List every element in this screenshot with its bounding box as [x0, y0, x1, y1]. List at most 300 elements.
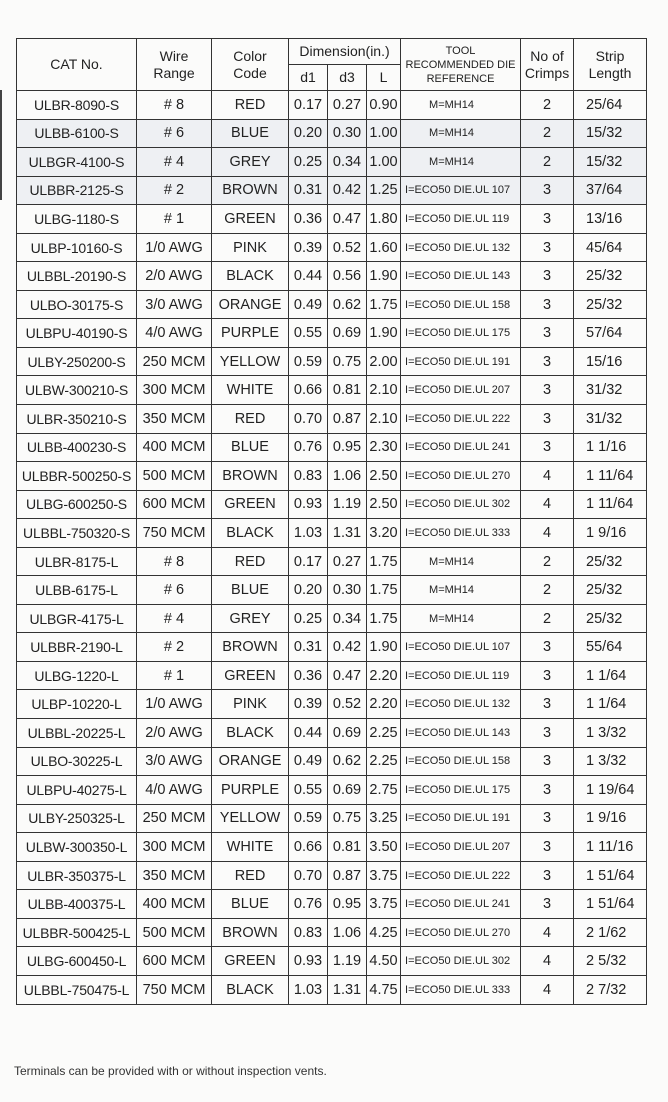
strip-length-cell: 1 19/64 [574, 776, 647, 805]
color-code-cell: BLACK [212, 719, 289, 748]
d3-cell: 1.19 [328, 947, 367, 976]
d1-cell: 0.70 [289, 405, 328, 434]
d1-cell: 0.83 [289, 918, 328, 947]
tool-cell: I=ECO50 DIE.UL 333 [401, 519, 521, 548]
d3-cell: 1.06 [328, 918, 367, 947]
wire-range-cell: 2/0 AWG [137, 719, 212, 748]
strip-length-cell: 1 51/64 [574, 890, 647, 919]
cat-no-cell: ULBBR-500425-L [17, 918, 137, 947]
d1-cell: 0.76 [289, 433, 328, 462]
cat-no-cell: ULBG-1180-S [17, 205, 137, 234]
length-cell: 3.75 [367, 861, 401, 890]
length-cell: 2.25 [367, 719, 401, 748]
length-cell: 2.10 [367, 405, 401, 434]
crimps-cell: 2 [521, 119, 574, 148]
color-code-cell: BROWN [212, 918, 289, 947]
color-code-cell: GREEN [212, 947, 289, 976]
d1-cell: 1.03 [289, 975, 328, 1004]
cat-no-cell: ULBPU-40190-S [17, 319, 137, 348]
length-cell: 2.25 [367, 747, 401, 776]
cat-no-cell: ULBR-8090-S [17, 91, 137, 120]
d3-cell: 0.42 [328, 633, 367, 662]
d1-cell: 0.17 [289, 91, 328, 120]
tool-cell: I=ECO50 DIE.UL 241 [401, 890, 521, 919]
length-cell: 0.90 [367, 91, 401, 120]
strip-length-cell: 25/64 [574, 91, 647, 120]
table-row [17, 890, 647, 919]
strip-length-cell: 15/32 [574, 119, 647, 148]
table-row [17, 947, 647, 976]
cat-no-cell: ULBW-300350-L [17, 833, 137, 862]
cat-no-cell: ULBO-30225-L [17, 747, 137, 776]
crimps-cell: 3 [521, 205, 574, 234]
tool-cell: I=ECO50 DIE.UL 175 [401, 319, 521, 348]
crimps-cell: 3 [521, 661, 574, 690]
cat-no-cell: ULBR-8175-L [17, 547, 137, 576]
d3-cell: 0.52 [328, 690, 367, 719]
cat-no-cell: ULBB-400230-S [17, 433, 137, 462]
crimps-cell: 3 [521, 433, 574, 462]
d3-cell: 0.95 [328, 890, 367, 919]
d1-cell: 0.93 [289, 947, 328, 976]
table-row [17, 490, 647, 519]
wire-range-cell: 750 MCM [137, 519, 212, 548]
length-cell: 1.90 [367, 262, 401, 291]
d3-cell: 0.75 [328, 347, 367, 376]
table-row [17, 347, 647, 376]
tool-cell: I=ECO50 DIE.UL 222 [401, 861, 521, 890]
d1-cell: 0.44 [289, 719, 328, 748]
d3-cell: 1.06 [328, 462, 367, 491]
cat-no-cell: ULBBR-500250-S [17, 462, 137, 491]
header-wire-range [137, 39, 212, 91]
strip-length-cell: 2 7/32 [574, 975, 647, 1004]
wire-range-cell: 750 MCM [137, 975, 212, 1004]
table-row [17, 405, 647, 434]
wire-range-cell: # 8 [137, 547, 212, 576]
d3-cell: 0.81 [328, 376, 367, 405]
color-code-cell: BROWN [212, 176, 289, 205]
cat-no-cell: ULBB-400375-L [17, 890, 137, 919]
d1-cell: 0.93 [289, 490, 328, 519]
crimps-cell: 3 [521, 290, 574, 319]
crimps-cell: 4 [521, 519, 574, 548]
table-row [17, 776, 647, 805]
d3-cell: 0.87 [328, 861, 367, 890]
crimps-cell: 3 [521, 890, 574, 919]
wire-range-cell: 250 MCM [137, 347, 212, 376]
strip-length-cell: 1 1/64 [574, 661, 647, 690]
d3-cell: 0.69 [328, 776, 367, 805]
cat-no-cell: ULBBL-750475-L [17, 975, 137, 1004]
d1-cell: 0.70 [289, 861, 328, 890]
wire-range-cell: # 1 [137, 661, 212, 690]
tool-cell: I=ECO50 DIE.UL 107 [401, 176, 521, 205]
d1-cell: 0.31 [289, 633, 328, 662]
crimps-cell: 3 [521, 405, 574, 434]
table-row [17, 262, 647, 291]
d1-cell: 0.55 [289, 319, 328, 348]
cat-no-cell: ULBO-30175-S [17, 290, 137, 319]
footer-note: Terminals can be provided with or without inspection vents. [14, 1064, 327, 1078]
crimps-cell: 3 [521, 319, 574, 348]
tool-cell: M=MH14 [401, 547, 521, 576]
table-row [17, 176, 647, 205]
header-strip-length-label: Strip Length [588, 47, 632, 81]
d1-cell: 0.20 [289, 576, 328, 605]
d3-cell: 0.69 [328, 719, 367, 748]
table-row [17, 747, 647, 776]
cat-no-cell: ULBW-300210-S [17, 376, 137, 405]
table-header [17, 39, 647, 91]
wire-range-cell: # 4 [137, 148, 212, 177]
tool-cell: I=ECO50 DIE.UL 175 [401, 776, 521, 805]
cat-no-cell: ULBB-6100-S [17, 119, 137, 148]
color-code-cell: BLACK [212, 519, 289, 548]
tool-cell: M=MH14 [401, 576, 521, 605]
cat-no-cell: ULBP-10160-S [17, 233, 137, 262]
color-code-cell: GREEN [212, 205, 289, 234]
length-cell: 1.75 [367, 576, 401, 605]
table-row [17, 462, 647, 491]
wire-range-cell: 4/0 AWG [137, 319, 212, 348]
wire-range-cell: 400 MCM [137, 433, 212, 462]
strip-length-cell: 1 11/16 [574, 833, 647, 862]
wire-range-cell: # 8 [137, 91, 212, 120]
length-cell: 1.60 [367, 233, 401, 262]
d3-cell: 0.34 [328, 148, 367, 177]
wire-range-cell: 600 MCM [137, 490, 212, 519]
length-cell: 2.50 [367, 490, 401, 519]
d1-cell: 1.03 [289, 519, 328, 548]
header-color-code-label: Color Code [233, 47, 267, 81]
wire-range-cell: 400 MCM [137, 890, 212, 919]
color-code-cell: BLUE [212, 890, 289, 919]
tool-cell: M=MH14 [401, 91, 521, 120]
cat-no-cell: ULBY-250325-L [17, 804, 137, 833]
d3-cell: 0.81 [328, 833, 367, 862]
table-row [17, 804, 647, 833]
cat-no-cell: ULBGR-4100-S [17, 148, 137, 177]
crimps-cell: 3 [521, 747, 574, 776]
table-row [17, 861, 647, 890]
length-cell: 3.50 [367, 833, 401, 862]
d1-cell: 0.36 [289, 205, 328, 234]
tool-cell: I=ECO50 DIE.UL 191 [401, 347, 521, 376]
d3-cell: 0.34 [328, 604, 367, 633]
length-cell: 1.00 [367, 119, 401, 148]
d3-cell: 0.30 [328, 119, 367, 148]
tool-cell: I=ECO50 DIE.UL 270 [401, 918, 521, 947]
strip-length-cell: 25/32 [574, 547, 647, 576]
header-crimps [521, 39, 574, 91]
d3-cell: 0.47 [328, 661, 367, 690]
header-cat-no: CAT No. [17, 39, 137, 91]
wire-range-cell: # 1 [137, 205, 212, 234]
strip-length-cell: 15/32 [574, 148, 647, 177]
cat-no-cell: ULBPU-40275-L [17, 776, 137, 805]
strip-length-cell: 1 3/32 [574, 747, 647, 776]
cat-no-cell: ULBG-600250-S [17, 490, 137, 519]
table-row [17, 975, 647, 1004]
crimps-cell: 3 [521, 347, 574, 376]
table-row [17, 833, 647, 862]
d3-cell: 0.27 [328, 91, 367, 120]
tool-cell: I=ECO50 DIE.UL 107 [401, 633, 521, 662]
length-cell: 2.75 [367, 776, 401, 805]
wire-range-cell: # 2 [137, 633, 212, 662]
length-cell: 2.10 [367, 376, 401, 405]
length-cell: 2.50 [367, 462, 401, 491]
cat-no-cell: ULBBR-2190-L [17, 633, 137, 662]
wire-range-cell: 2/0 AWG [137, 262, 212, 291]
length-cell: 2.20 [367, 690, 401, 719]
table-body [17, 91, 647, 1005]
table-row [17, 233, 647, 262]
d3-cell: 0.47 [328, 205, 367, 234]
strip-length-cell: 25/32 [574, 290, 647, 319]
color-code-cell: PINK [212, 690, 289, 719]
length-cell: 1.80 [367, 205, 401, 234]
table-row [17, 633, 647, 662]
tool-cell: I=ECO50 DIE.UL 143 [401, 719, 521, 748]
header-wire-range-label: Wire Range [153, 47, 195, 81]
wire-range-cell: 250 MCM [137, 804, 212, 833]
color-code-cell: RED [212, 405, 289, 434]
wire-range-cell: 1/0 AWG [137, 233, 212, 262]
header-color-code [212, 39, 289, 91]
tool-cell: I=ECO50 DIE.UL 302 [401, 947, 521, 976]
wire-range-cell: 300 MCM [137, 833, 212, 862]
length-cell: 2.30 [367, 433, 401, 462]
header-tool [401, 39, 521, 91]
tool-cell: I=ECO50 DIE.UL 132 [401, 690, 521, 719]
header-tool-label: TOOL RECOMMENDED DIE REFERENCE [405, 44, 516, 85]
d1-cell: 0.49 [289, 290, 328, 319]
crimps-cell: 3 [521, 376, 574, 405]
d1-cell: 0.25 [289, 604, 328, 633]
strip-length-cell: 1 1/64 [574, 690, 647, 719]
table-row [17, 205, 647, 234]
color-code-cell: GREY [212, 604, 289, 633]
color-code-cell: BROWN [212, 462, 289, 491]
wire-range-cell: 500 MCM [137, 918, 212, 947]
d3-cell: 0.75 [328, 804, 367, 833]
crimps-cell: 4 [521, 490, 574, 519]
wire-range-cell: 3/0 AWG [137, 290, 212, 319]
page-margin-mark [0, 90, 2, 200]
tool-cell: I=ECO50 DIE.UL 207 [401, 376, 521, 405]
d3-cell: 0.56 [328, 262, 367, 291]
crimps-cell: 2 [521, 604, 574, 633]
cat-no-cell: ULBBL-20225-L [17, 719, 137, 748]
crimps-cell: 3 [521, 633, 574, 662]
wire-range-cell: 1/0 AWG [137, 690, 212, 719]
strip-length-cell: 13/16 [574, 205, 647, 234]
tool-cell: I=ECO50 DIE.UL 158 [401, 290, 521, 319]
length-cell: 1.25 [367, 176, 401, 205]
d3-cell: 0.62 [328, 290, 367, 319]
d1-cell: 0.31 [289, 176, 328, 205]
d1-cell: 0.39 [289, 690, 328, 719]
tool-cell: M=MH14 [401, 148, 521, 177]
table-row [17, 376, 647, 405]
header-strip-length [574, 39, 647, 91]
crimps-cell: 4 [521, 918, 574, 947]
wire-range-cell: 300 MCM [137, 376, 212, 405]
wire-range-cell: # 6 [137, 576, 212, 605]
crimps-cell: 3 [521, 690, 574, 719]
table-row [17, 719, 647, 748]
length-cell: 2.00 [367, 347, 401, 376]
length-cell: 1.90 [367, 633, 401, 662]
length-cell: 1.75 [367, 604, 401, 633]
crimps-cell: 2 [521, 148, 574, 177]
color-code-cell: RED [212, 547, 289, 576]
tool-cell: I=ECO50 DIE.UL 241 [401, 433, 521, 462]
strip-length-cell: 1 11/64 [574, 462, 647, 491]
wire-range-cell: # 2 [137, 176, 212, 205]
color-code-cell: WHITE [212, 833, 289, 862]
length-cell: 1.00 [367, 148, 401, 177]
length-cell: 4.75 [367, 975, 401, 1004]
table-row [17, 433, 647, 462]
table-row [17, 91, 647, 120]
color-code-cell: GREEN [212, 490, 289, 519]
length-cell: 1.75 [367, 290, 401, 319]
d3-cell: 0.30 [328, 576, 367, 605]
tool-cell: I=ECO50 DIE.UL 158 [401, 747, 521, 776]
cat-no-cell: ULBBL-750320-S [17, 519, 137, 548]
color-code-cell: GREEN [212, 661, 289, 690]
strip-length-cell: 2 5/32 [574, 947, 647, 976]
d1-cell: 0.83 [289, 462, 328, 491]
color-code-cell: RED [212, 861, 289, 890]
header-d3: d3 [328, 65, 367, 91]
table-row [17, 319, 647, 348]
tool-cell: I=ECO50 DIE.UL 191 [401, 804, 521, 833]
cat-no-cell: ULBB-6175-L [17, 576, 137, 605]
cat-no-cell: ULBBR-2125-S [17, 176, 137, 205]
table-row [17, 519, 647, 548]
cat-no-cell: ULBR-350210-S [17, 405, 137, 434]
strip-length-cell: 31/32 [574, 405, 647, 434]
header-d1: d1 [289, 65, 328, 91]
tool-cell: I=ECO50 DIE.UL 270 [401, 462, 521, 491]
tool-cell: I=ECO50 DIE.UL 222 [401, 405, 521, 434]
terminal-spec-table [16, 38, 647, 1005]
d3-cell: 0.62 [328, 747, 367, 776]
strip-length-cell: 1 9/16 [574, 804, 647, 833]
tool-cell: I=ECO50 DIE.UL 302 [401, 490, 521, 519]
color-code-cell: YELLOW [212, 347, 289, 376]
length-cell: 2.20 [367, 661, 401, 690]
d1-cell: 0.59 [289, 347, 328, 376]
d3-cell: 1.31 [328, 519, 367, 548]
color-code-cell: ORANGE [212, 747, 289, 776]
tool-cell: I=ECO50 DIE.UL 207 [401, 833, 521, 862]
wire-range-cell: 600 MCM [137, 947, 212, 976]
wire-range-cell: 3/0 AWG [137, 747, 212, 776]
table-row [17, 119, 647, 148]
crimps-cell: 3 [521, 861, 574, 890]
color-code-cell: PINK [212, 233, 289, 262]
wire-range-cell: 500 MCM [137, 462, 212, 491]
color-code-cell: RED [212, 91, 289, 120]
crimps-cell: 4 [521, 975, 574, 1004]
strip-length-cell: 1 11/64 [574, 490, 647, 519]
d3-cell: 0.69 [328, 319, 367, 348]
table-row [17, 604, 647, 633]
color-code-cell: YELLOW [212, 804, 289, 833]
wire-range-cell: 350 MCM [137, 861, 212, 890]
color-code-cell: BLACK [212, 262, 289, 291]
crimps-cell: 2 [521, 91, 574, 120]
wire-range-cell: # 6 [137, 119, 212, 148]
table-row [17, 661, 647, 690]
d1-cell: 0.39 [289, 233, 328, 262]
strip-length-cell: 1 3/32 [574, 719, 647, 748]
cat-no-cell: ULBBL-20190-S [17, 262, 137, 291]
tool-cell: I=ECO50 DIE.UL 119 [401, 661, 521, 690]
length-cell: 1.75 [367, 547, 401, 576]
strip-length-cell: 45/64 [574, 233, 647, 262]
d1-cell: 0.44 [289, 262, 328, 291]
cat-no-cell: ULBP-10220-L [17, 690, 137, 719]
tool-cell: M=MH14 [401, 119, 521, 148]
tool-cell: I=ECO50 DIE.UL 132 [401, 233, 521, 262]
header-dimension: Dimension(in.) [289, 39, 401, 65]
crimps-cell: 3 [521, 776, 574, 805]
cat-no-cell: ULBGR-4175-L [17, 604, 137, 633]
length-cell: 3.25 [367, 804, 401, 833]
cat-no-cell: ULBR-350375-L [17, 861, 137, 890]
d3-cell: 1.31 [328, 975, 367, 1004]
d3-cell: 0.27 [328, 547, 367, 576]
cat-no-cell: ULBY-250200-S [17, 347, 137, 376]
crimps-cell: 3 [521, 719, 574, 748]
d1-cell: 0.66 [289, 833, 328, 862]
strip-length-cell: 25/32 [574, 604, 647, 633]
crimps-cell: 3 [521, 176, 574, 205]
wire-range-cell: # 4 [137, 604, 212, 633]
tool-cell: I=ECO50 DIE.UL 333 [401, 975, 521, 1004]
length-cell: 3.75 [367, 890, 401, 919]
strip-length-cell: 15/16 [574, 347, 647, 376]
strip-length-cell: 37/64 [574, 176, 647, 205]
table-row [17, 547, 647, 576]
table-row [17, 148, 647, 177]
strip-length-cell: 57/64 [574, 319, 647, 348]
color-code-cell: WHITE [212, 376, 289, 405]
d1-cell: 0.49 [289, 747, 328, 776]
d3-cell: 0.87 [328, 405, 367, 434]
strip-length-cell: 25/32 [574, 262, 647, 291]
strip-length-cell: 2 1/62 [574, 918, 647, 947]
d1-cell: 0.59 [289, 804, 328, 833]
header-l: L [367, 65, 401, 91]
table-row [17, 290, 647, 319]
color-code-cell: BLACK [212, 975, 289, 1004]
crimps-cell: 2 [521, 547, 574, 576]
tool-cell: I=ECO50 DIE.UL 143 [401, 262, 521, 291]
d1-cell: 0.55 [289, 776, 328, 805]
cat-no-cell: ULBG-600450-L [17, 947, 137, 976]
color-code-cell: BLUE [212, 576, 289, 605]
color-code-cell: PURPLE [212, 776, 289, 805]
table-row [17, 918, 647, 947]
d1-cell: 0.66 [289, 376, 328, 405]
